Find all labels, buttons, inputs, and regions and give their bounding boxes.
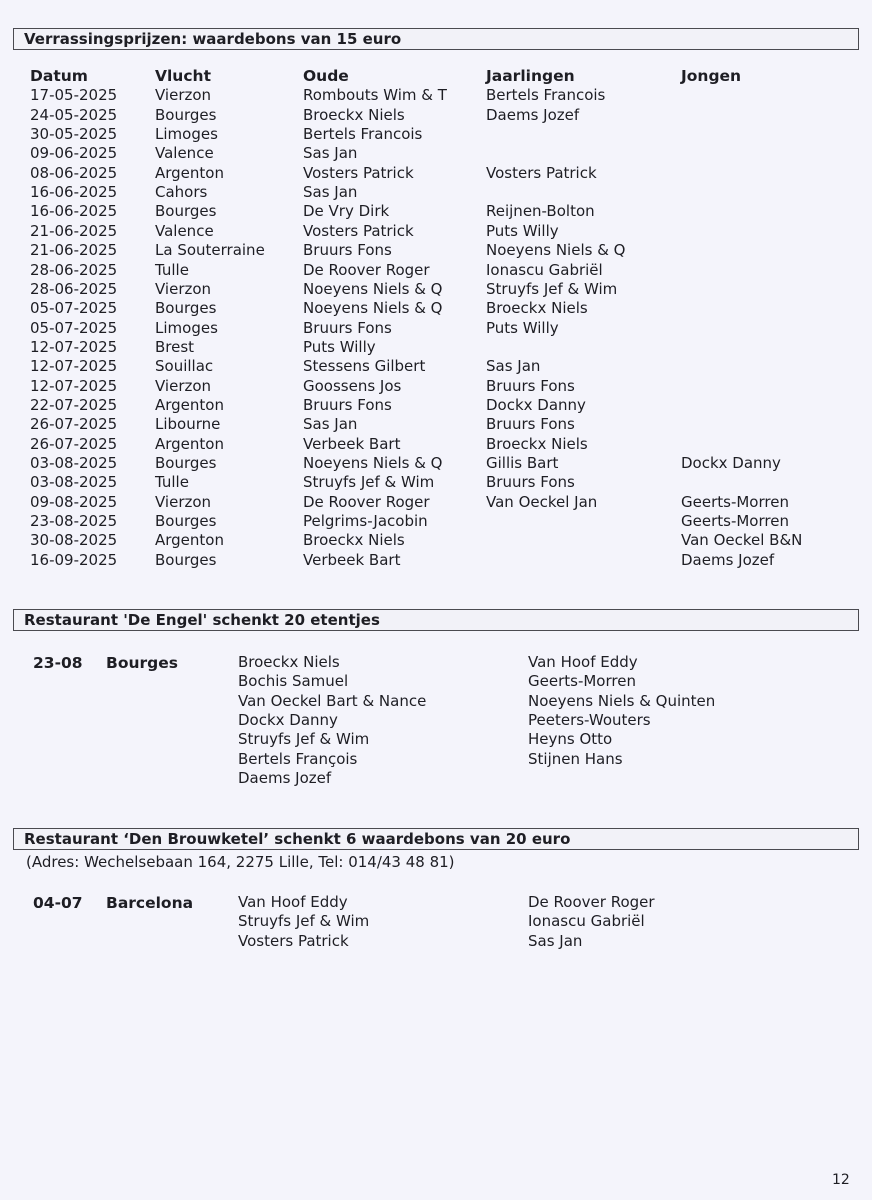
cell-oude: Vosters Patrick bbox=[303, 221, 414, 240]
engel-date: 23-08 bbox=[33, 654, 83, 672]
winner-name: Van Oeckel Bart & Nance bbox=[238, 691, 427, 710]
cell-oude: Stessens Gilbert bbox=[303, 357, 426, 376]
cell-date: 23-08-2025 bbox=[30, 512, 118, 531]
engel-winners-col1 bbox=[238, 653, 426, 788]
winner-name: Vosters Patrick bbox=[238, 931, 349, 950]
cell-jaarlingen: Dockx Danny bbox=[486, 395, 586, 414]
cell-flight: Valence bbox=[155, 221, 214, 240]
cell-jaarlingen: Broeckx Niels bbox=[486, 299, 588, 318]
cell-date: 03-08-2025 bbox=[30, 473, 118, 492]
cell-oude: Broeckx Niels bbox=[303, 105, 405, 124]
cell-date: 16-06-2025 bbox=[30, 202, 118, 221]
brouwketel-date: 04-07 bbox=[33, 894, 83, 912]
cell-jaarlingen: Daems Jozef bbox=[486, 105, 580, 124]
cell-oude: Rombouts Wim & T bbox=[303, 86, 447, 105]
winner-name: Bochis Samuel bbox=[238, 672, 349, 691]
cell-flight: Vierzon bbox=[155, 492, 212, 511]
cell-date: 16-06-2025 bbox=[30, 183, 118, 202]
winner-name: Van Hoof Eddy bbox=[238, 893, 348, 911]
cell-date: 03-08-2025 bbox=[30, 454, 118, 472]
cell-oude: Noeyens Niels & Q bbox=[303, 454, 443, 472]
winner-name: Ionascu Gabriël bbox=[528, 912, 645, 931]
cell-oude: Noeyens Niels & Q bbox=[303, 299, 443, 318]
page-number: 12 bbox=[832, 1172, 850, 1188]
cell-flight: Bourges bbox=[155, 454, 217, 472]
brouwketel-winners-col1 bbox=[238, 893, 369, 951]
cell-jongen: Van Oeckel B&N bbox=[681, 531, 803, 550]
cell-flight: Limoges bbox=[155, 318, 218, 337]
section-title-verrassingsprijzen: Verrassingsprijzen: waardebons van 15 euro bbox=[13, 28, 859, 50]
winner-name: Geerts-Morren bbox=[528, 672, 636, 691]
cell-oude: Sas Jan bbox=[303, 415, 358, 434]
cell-oude: Verbeek Bart bbox=[303, 550, 401, 569]
cell-date: 12-07-2025 bbox=[30, 376, 118, 395]
cell-flight: Souillac bbox=[155, 357, 214, 376]
cell-jaarlingen: Puts Willy bbox=[486, 221, 559, 240]
winner-name: Noeyens Niels & Quinten bbox=[528, 691, 716, 710]
winner-name: Daems Jozef bbox=[238, 769, 332, 788]
brouwketel-address: (Adres: Wechelsebaan 164, 2275 Lille, Tel: 014/43 48 81) bbox=[26, 853, 455, 871]
cell-jongen: Geerts-Morren bbox=[681, 492, 789, 511]
column-header-oude: Oude bbox=[303, 67, 349, 85]
cell-jaarlingen: Bruurs Fons bbox=[486, 376, 575, 395]
cell-flight: Argenton bbox=[155, 531, 224, 550]
cell-oude: Struyfs Jef & Wim bbox=[303, 473, 435, 492]
cell-date: 08-06-2025 bbox=[30, 163, 118, 182]
cell-oude: Sas Jan bbox=[303, 183, 358, 202]
winner-name: Struyfs Jef & Wim bbox=[238, 912, 370, 931]
cell-flight: Argenton bbox=[155, 434, 224, 453]
cell-oude: Puts Willy bbox=[303, 337, 376, 356]
cell-date: 05-07-2025 bbox=[30, 318, 118, 337]
cell-date: 22-07-2025 bbox=[30, 395, 118, 414]
cell-flight: Tulle bbox=[155, 473, 189, 492]
winner-name: Van Hoof Eddy bbox=[528, 653, 638, 671]
engel-winners-col2 bbox=[528, 653, 715, 769]
cell-oude: Noeyens Niels & Q bbox=[303, 279, 443, 298]
cell-oude: Vosters Patrick bbox=[303, 163, 414, 182]
cell-oude: De Roover Roger bbox=[303, 260, 430, 279]
section-title-de-engel: Restaurant 'De Engel' schenkt 20 etentjes bbox=[13, 609, 859, 631]
cell-flight: Argenton bbox=[155, 395, 224, 414]
cell-jongen: Geerts-Morren bbox=[681, 512, 789, 531]
cell-oude: Bruurs Fons bbox=[303, 395, 392, 414]
cell-date: 28-06-2025 bbox=[30, 260, 118, 279]
winner-name: Peeters-Wouters bbox=[528, 711, 651, 730]
winner-name: Sas Jan bbox=[528, 931, 583, 950]
cell-flight: Tulle bbox=[155, 260, 189, 279]
column-header-jongen: Jongen bbox=[681, 67, 742, 85]
cell-flight: Bourges bbox=[155, 105, 217, 124]
cell-flight: Bourges bbox=[155, 550, 217, 569]
cell-oude: Bruurs Fons bbox=[303, 318, 392, 337]
cell-oude: Pelgrims-Jacobin bbox=[303, 512, 428, 531]
cell-date: 16-09-2025 bbox=[30, 550, 118, 569]
cell-flight: Bourges bbox=[155, 299, 217, 318]
cell-date: 05-07-2025 bbox=[30, 299, 118, 318]
cell-jaarlingen: Vosters Patrick bbox=[486, 163, 597, 182]
cell-flight: Bourges bbox=[155, 512, 217, 531]
cell-flight: Bourges bbox=[155, 202, 217, 221]
cell-jaarlingen: Gillis Bart bbox=[486, 454, 559, 472]
cell-date: 09-08-2025 bbox=[30, 492, 118, 511]
cell-flight: Cahors bbox=[155, 183, 208, 202]
cell-jaarlingen: Bruurs Fons bbox=[486, 473, 575, 492]
cell-jaarlingen: Bruurs Fons bbox=[486, 415, 575, 434]
cell-date: 21-06-2025 bbox=[30, 221, 118, 240]
column-header-date: Datum bbox=[30, 67, 88, 85]
cell-oude: De Roover Roger bbox=[303, 492, 430, 511]
cell-oude: De Vry Dirk bbox=[303, 202, 390, 221]
cell-oude: Broeckx Niels bbox=[303, 531, 405, 550]
winner-name: De Roover Roger bbox=[528, 893, 655, 911]
cell-date: 30-05-2025 bbox=[30, 125, 118, 144]
cell-jaarlingen: Ionascu Gabriël bbox=[486, 260, 603, 279]
cell-date: 26-07-2025 bbox=[30, 415, 118, 434]
winner-name: Struyfs Jef & Wim bbox=[238, 730, 370, 749]
cell-oude: Sas Jan bbox=[303, 144, 358, 163]
cell-oude: Bertels Francois bbox=[303, 125, 423, 144]
cell-jaarlingen: Reijnen-Bolton bbox=[486, 202, 595, 221]
winner-name: Broeckx Niels bbox=[238, 653, 340, 671]
cell-jaarlingen: Bertels Francois bbox=[486, 86, 606, 105]
cell-oude: Verbeek Bart bbox=[303, 434, 401, 453]
cell-date: 24-05-2025 bbox=[30, 105, 118, 124]
cell-date: 12-07-2025 bbox=[30, 337, 118, 356]
cell-jongen: Daems Jozef bbox=[681, 550, 775, 569]
engel-flight: Bourges bbox=[106, 654, 178, 672]
cell-oude: Goossens Jos bbox=[303, 376, 402, 395]
column-header-jaarlingen: Jaarlingen bbox=[486, 67, 575, 85]
cell-flight: Libourne bbox=[155, 415, 221, 434]
brouwketel-winners-col2 bbox=[528, 893, 655, 951]
winner-name: Stijnen Hans bbox=[528, 749, 623, 768]
cell-jaarlingen: Van Oeckel Jan bbox=[486, 492, 598, 511]
cell-jaarlingen: Noeyens Niels & Q bbox=[486, 241, 626, 260]
cell-date: 17-05-2025 bbox=[30, 86, 118, 105]
cell-flight: Valence bbox=[155, 144, 214, 163]
cell-jaarlingen: Broeckx Niels bbox=[486, 434, 588, 453]
cell-date: 28-06-2025 bbox=[30, 279, 118, 298]
winner-name: Dockx Danny bbox=[238, 711, 338, 730]
cell-date: 21-06-2025 bbox=[30, 241, 118, 260]
winner-name: Heyns Otto bbox=[528, 730, 613, 749]
cell-flight: Vierzon bbox=[155, 376, 212, 395]
column-header-flight: Vlucht bbox=[155, 67, 211, 85]
cell-jaarlingen: Puts Willy bbox=[486, 318, 559, 337]
cell-oude: Bruurs Fons bbox=[303, 241, 392, 260]
cell-flight: La Souterraine bbox=[155, 241, 265, 260]
cell-flight: Limoges bbox=[155, 125, 218, 144]
cell-flight: Vierzon bbox=[155, 86, 212, 105]
cell-date: 09-06-2025 bbox=[30, 144, 118, 163]
cell-jaarlingen: Sas Jan bbox=[486, 357, 541, 376]
cell-date: 12-07-2025 bbox=[30, 357, 118, 376]
cell-jongen: Dockx Danny bbox=[681, 454, 781, 472]
winner-name: Bertels François bbox=[238, 749, 358, 768]
cell-jaarlingen: Struyfs Jef & Wim bbox=[486, 279, 618, 298]
cell-date: 26-07-2025 bbox=[30, 434, 118, 453]
cell-flight: Brest bbox=[155, 337, 195, 356]
cell-flight: Argenton bbox=[155, 163, 224, 182]
cell-flight: Vierzon bbox=[155, 279, 212, 298]
brouwketel-flight: Barcelona bbox=[106, 894, 194, 912]
section-title-den-brouwketel: Restaurant ‘Den Brouwketel’ schenkt 6 waardebons van 20 euro bbox=[13, 828, 859, 850]
cell-date: 30-08-2025 bbox=[30, 531, 118, 550]
